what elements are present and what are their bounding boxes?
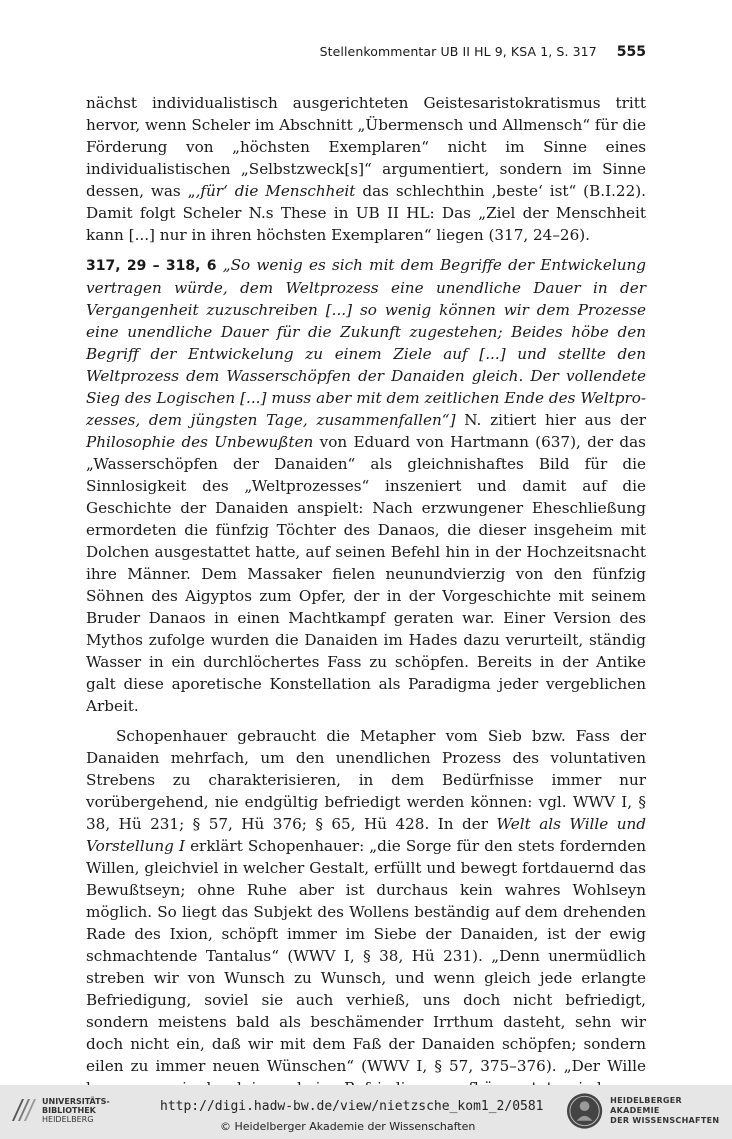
page-number: 555 <box>616 44 646 60</box>
p3-text-b: erklärt Schopenhauer: „die Sorge für den stets fordernden Willen, gleichviel in welcher Gestalt, erfüllt und bewegt fortdauernd das Bewußtseyn; ohne Ruhe aber ist durchaus kein wahres Wohlseyn möglich. So liegt das Subjekt des Wollens beständig auf dem drehenden Rade des Ixion, schöpft immer im Siebe der Danaiden, ist der ewig schmachtende Tantalus“ (WWV I, § 38, Hü 231). „Denn unermüdlich streben wir von Wunsch zu Wunsch, und wenn gleich jede erlangte Befriedigung, soviel sie auch verhieß, uns doch nicht befriedigt, sondern meistens bald als beschämender Irrthum dasteht, sehn wir doch nicht ein, daß wir mit dem Faß der Danaiden schöpfen; sondern eilen zu immer neuen Wünschen“ (WWV I, § 57, 375–376). „Der Wille <box>86 837 646 1075</box>
p1-text: nächst individualistisch ausgerichteten Geistesaristokratismus tritt hervor, wenn Scheler im Abschnitt „Übermensch und Allmensch“ für die Förderung von „höchsten Exemplaren“ nicht im Sinne eines individualistischen „Selbstzweck[s]“ argumentiert, sondern im Sinne dessen, was „ <box>86 94 646 200</box>
p3-text-a: Schopenhauer gebraucht die Metapher vom Sieb bzw. Fass der Danaiden mehrfach, um den unendlichen Prozess des voluntativen Strebens zu charakterisieren, in dem Bedürfnisse immer nur vorübergehend, nie endgültig befriedigt werden können: vgl. WWV I, § 38, Hü 231; § 57, Hü 376; § 65, Hü 428. In der <box>86 727 646 833</box>
p1-italic: ‚für‘ die Menschheit <box>195 182 356 200</box>
permalink-url[interactable]: http://digi.hadw-bw.de/view/nietzsche_kom1_2/0581 <box>160 1099 544 1114</box>
digitization-footer <box>0 1085 732 1139</box>
running-title: Stellenkommentar UB II HL 9, KSA 1, S. 317 <box>319 44 597 59</box>
paragraph-3 <box>86 725 646 1099</box>
academy-seal-icon <box>565 1091 604 1131</box>
ub-heidelberg-logo <box>8 1095 110 1125</box>
p2-text-a: N. zitiert hier aus der <box>455 411 646 429</box>
p3-work-title: Welt als Wille und Vorstellung I <box>86 815 646 855</box>
p2-text-b: von Eduard von Hartmann (637), der das „Wasserschöpfen der Danaiden“ als gleichnishaftes Bild für die Sinnlosigkeit des „Weltprozesses“ inszeniert und damit auf die Geschichte der Danaiden anspielt: Nach erzwungener Eheschließung ermordeten die fünfzig Töchter des Danaos, die dieser insgeheim mit Dolchen ausgestattet hatte, auf seinen Befehl hin in der Hochzeitsnacht ihre Männer. Dem Massaker fielen neunundvierzig von den fünfzig Söhnen des Aigyptos zum Opfer, der in der Vorgeschichte mit seinem Bruder Danaos in einen Machtkampf geraten war. Einer Version des Mythos zufolge wurden die Danaiden im Hades dazu verurteilt, ständig Wasser in ein durchlöchertes Fass zu schöpfen. Bereits in der Antike galt diese aporetische Konstellation als Paradigma jeder vergeblichen Arbeit. <box>86 433 646 715</box>
lemma-quote: „So wenig es sich mit dem Begriffe der Entwickelung vertragen würde, dem Weltprozess eine unendliche Dauer in der Vergangenheit zuzuschreiben [...] so wenig können wir dem Prozesse eine unendliche Dauer für die Zukunft zugestehen; Beides höbe den Begriff der Entwickelung zu einem Ziele auf [...] und stellte den Weltprozess dem Wasserschöpfen der Danaiden gleich. Der vollendete Sieg des Logischen [...] muss aber mit dem zeitlichen Ende des Weltprozesses, dem jüngsten Tage, zusammenfallen“] <box>86 256 646 429</box>
ub-logo-text: UNIVERSITÄTS- BIBLIOTHEK HEIDELBERG <box>42 1096 110 1124</box>
p2-work-title: Philosophie des Unbewußten <box>86 433 314 451</box>
main-text <box>86 92 646 1099</box>
paragraph-1 <box>86 92 646 246</box>
p1-tail: das schlechthin ‚beste‘ ist“ (B.I.22). Damit folgt Scheler N.s These in UB II HL: Das „Ziel der Menschheit kann [...] nur in ihren höchsten Exemplaren“ liegen (317, 24–26). <box>86 182 646 244</box>
commentary-entry <box>86 254 646 717</box>
ub-logo-icon <box>8 1095 38 1125</box>
copyright-notice: © Heidelberger Akademie der Wissenschaften <box>220 1120 476 1133</box>
running-head <box>86 44 646 60</box>
lemma-reference: 317, 29 – 318, 6 <box>86 258 217 274</box>
hadw-logo <box>565 1091 732 1131</box>
hadw-logo-text: HEIDELBERGER AKADEMIE DER WISSENSCHAFTEN <box>610 1096 720 1125</box>
